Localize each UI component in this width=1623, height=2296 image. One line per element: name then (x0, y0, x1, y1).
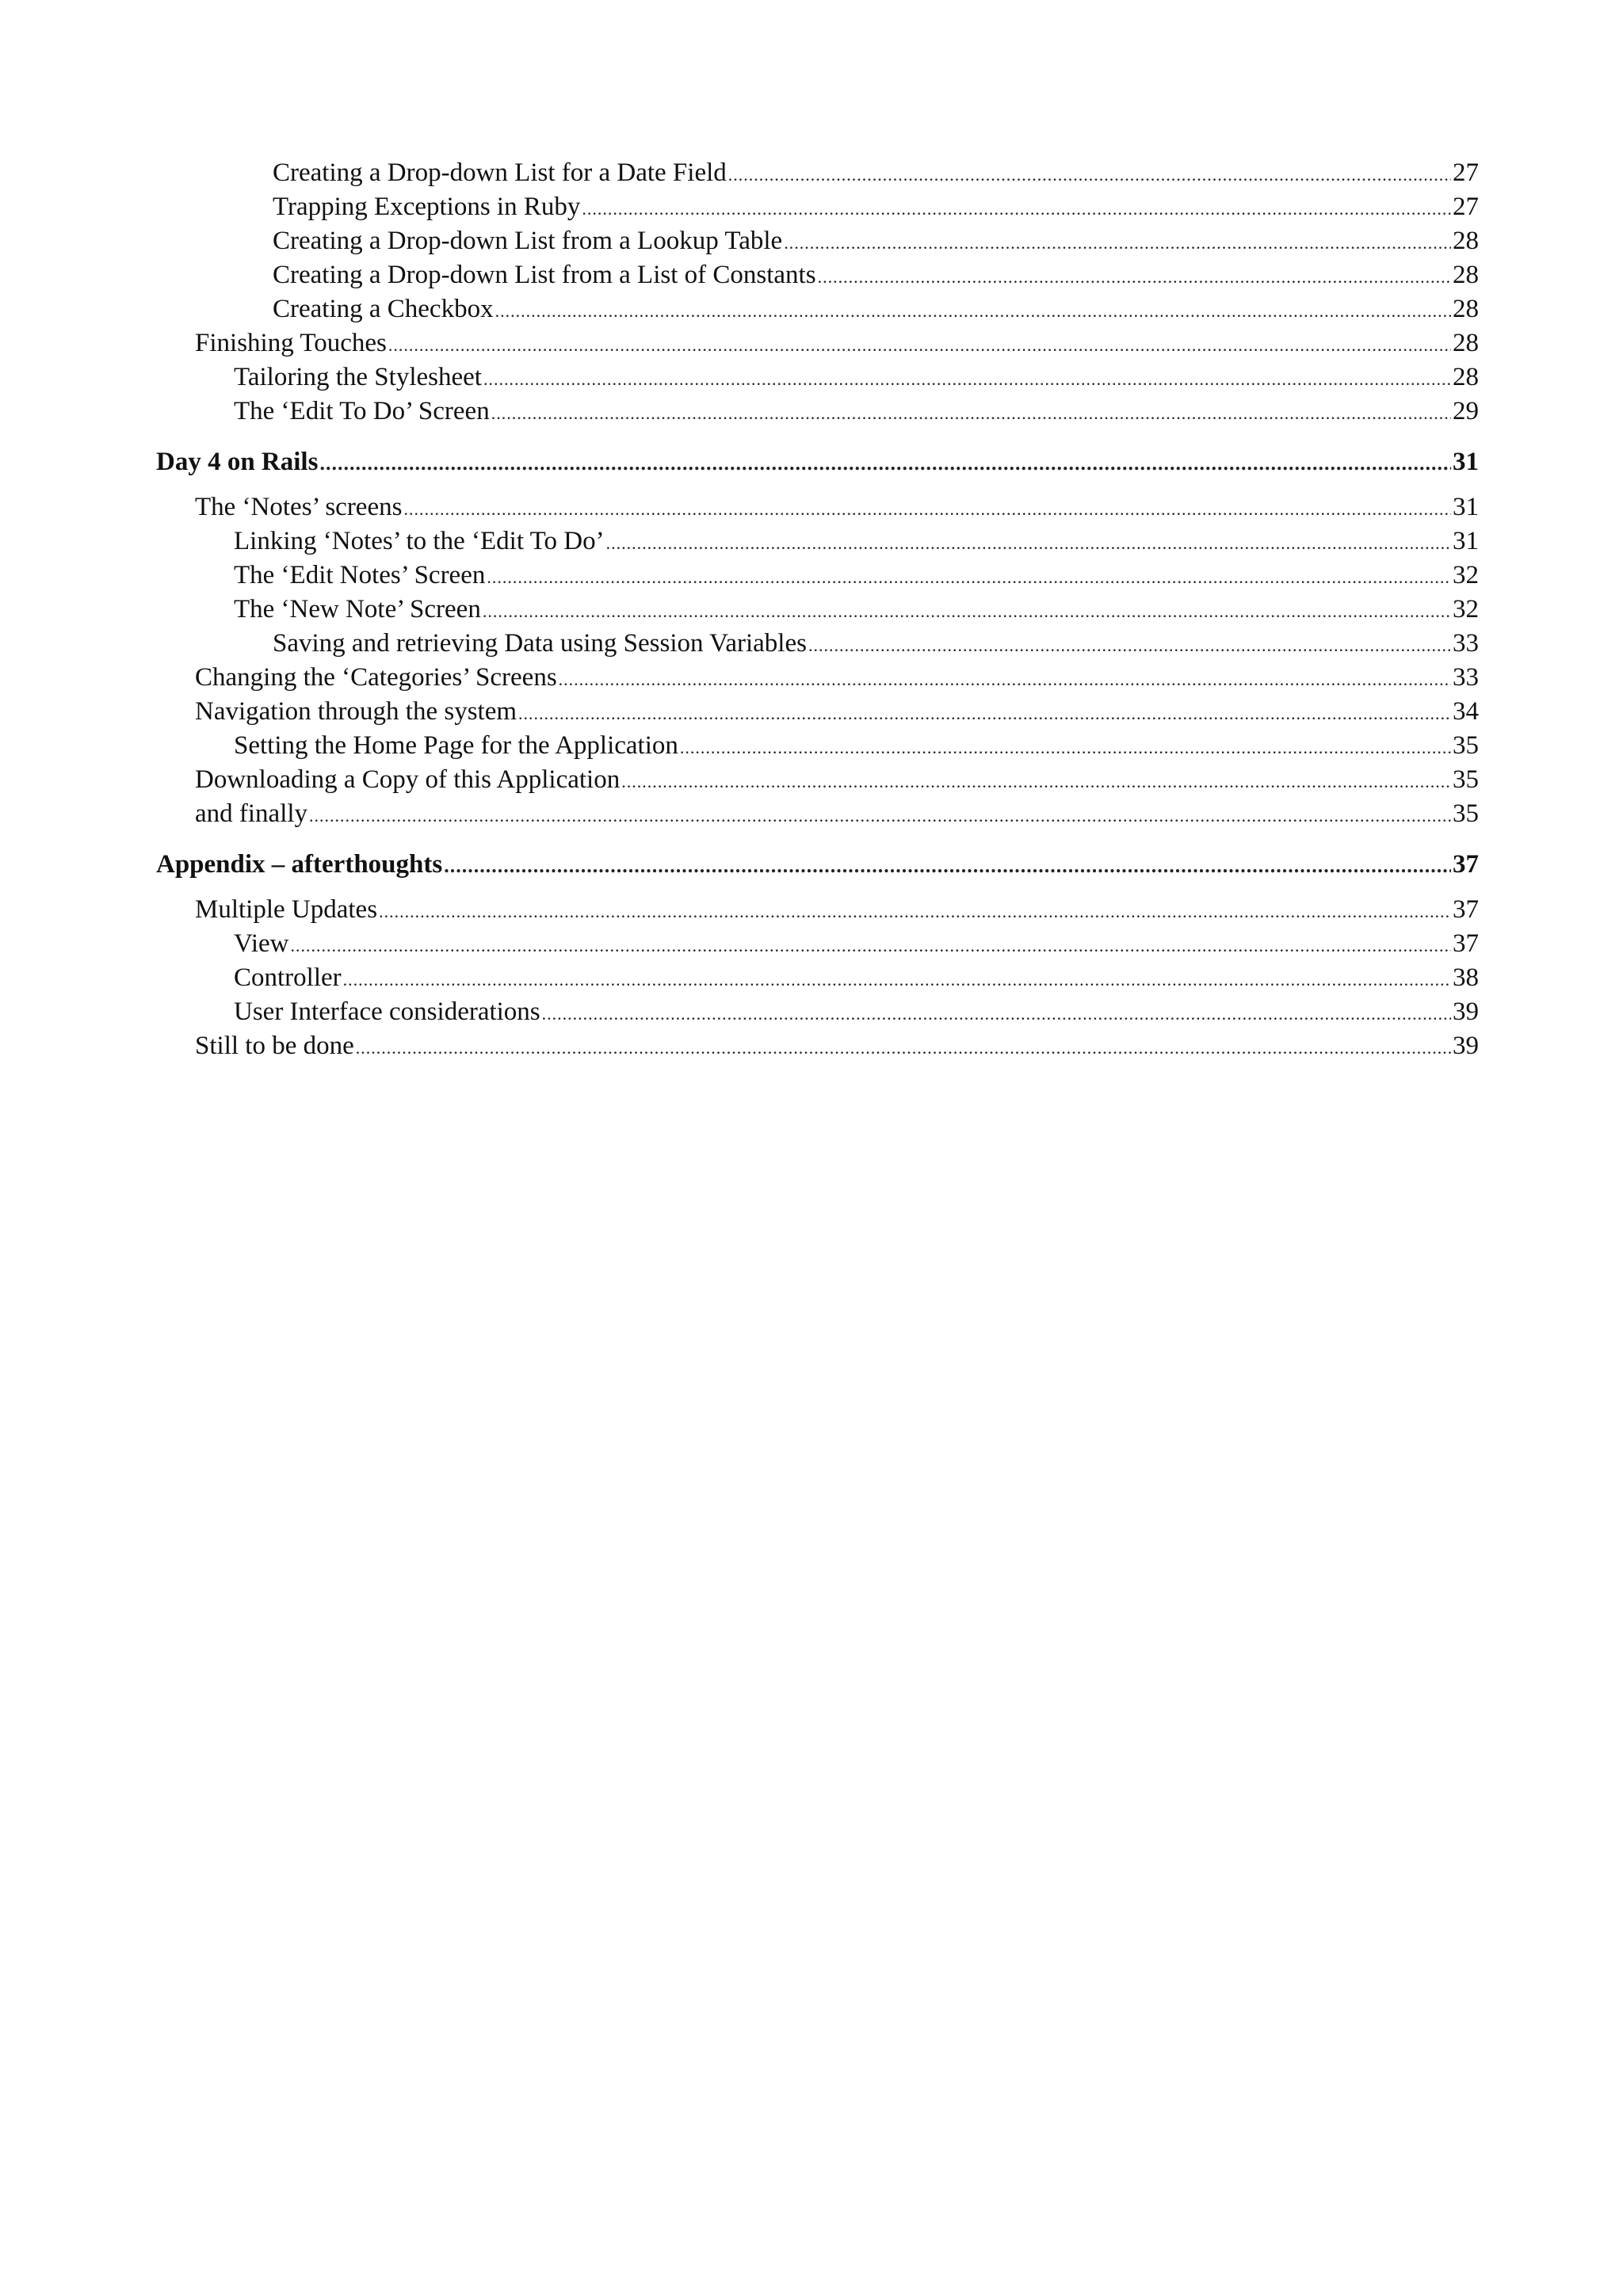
toc-entry-page: 27 (1453, 158, 1479, 187)
dot-leader (319, 443, 1451, 484)
toc-entry-page: 37 (1453, 895, 1479, 924)
toc-entry-title: Finishing Touches (195, 329, 387, 357)
toc-entry[interactable] (273, 258, 1479, 292)
toc-entry[interactable] (195, 326, 1479, 360)
toc-entry[interactable] (273, 224, 1479, 258)
toc-entry-title: The ‘Notes’ screens (195, 493, 403, 521)
toc-entry-title: Saving and retrieving Data using Session Variables (273, 629, 807, 658)
toc-entry-title: The ‘Edit Notes’ Screen (234, 561, 486, 589)
toc-entry-page: 33 (1453, 663, 1479, 692)
toc-entry[interactable] (195, 695, 1479, 729)
toc-entry[interactable] (195, 797, 1479, 831)
toc-chapter-title: Appendix – afterthoughts (156, 850, 443, 879)
dot-leader (487, 560, 1451, 594)
toc-entry-page: 28 (1453, 329, 1479, 357)
toc-entry-page: 33 (1453, 629, 1479, 658)
toc-entry-page: 28 (1453, 295, 1479, 323)
toc-entry-title: Creating a Drop-down List from a List of Constants (273, 261, 816, 289)
toc-chapter-page: 37 (1453, 850, 1479, 879)
toc-entry-title: The ‘New Note’ Screen (234, 595, 481, 624)
toc-entry[interactable] (195, 1029, 1479, 1063)
toc-entry[interactable] (273, 627, 1479, 661)
toc-entry-page: 31 (1453, 493, 1479, 521)
toc-entry-page: 37 (1453, 929, 1479, 958)
toc-entry-title: Multiple Updates (195, 895, 378, 924)
toc-entry-page: 32 (1453, 561, 1479, 589)
toc-entry-title: Creating a Drop-down List for a Date Field (273, 158, 727, 187)
toc-entry[interactable] (234, 593, 1479, 627)
toc-entry[interactable] (234, 927, 1479, 961)
toc-entry-title: The ‘Edit To Do’ Screen (234, 397, 490, 425)
toc-entry[interactable] (195, 763, 1479, 797)
dot-leader (680, 730, 1451, 765)
dot-leader (542, 997, 1451, 1031)
toc-entry-title: Downloading a Copy of this Application (195, 765, 621, 794)
dot-leader (818, 260, 1451, 294)
toc-entry-title: View (234, 929, 289, 958)
dot-leader (309, 799, 1451, 833)
toc-entry-title: User Interface considerations (234, 997, 540, 1026)
dot-leader (784, 226, 1451, 260)
dot-leader (388, 328, 1451, 362)
dot-leader (379, 894, 1451, 929)
dot-leader (343, 963, 1451, 997)
toc-entry[interactable] (234, 559, 1479, 593)
toc-entry-title: Tailoring the Stylesheet (234, 363, 482, 391)
dot-leader (495, 294, 1451, 328)
toc-entry-title: Setting the Home Page for the Application (234, 731, 678, 760)
toc-entry-title: and finally (195, 799, 308, 828)
toc-entry-page: 39 (1453, 1032, 1479, 1060)
toc-chapter-entry[interactable] (156, 441, 1479, 482)
toc-entry-title: Creating a Drop-down List from a Lookup Table (273, 227, 783, 255)
dot-leader (606, 526, 1451, 560)
toc-entry-page: 34 (1453, 697, 1479, 726)
toc-entry[interactable] (273, 156, 1479, 190)
toc-entry[interactable] (234, 995, 1479, 1029)
dot-leader (559, 662, 1451, 696)
toc-entry-title: Navigation through the system (195, 697, 517, 726)
toc-entry[interactable] (234, 395, 1479, 429)
toc-entry-title: Trapping Exceptions in Ruby (273, 193, 581, 221)
toc-entry-page: 32 (1453, 595, 1479, 624)
dot-leader (621, 765, 1451, 799)
toc-entry-page: 28 (1453, 363, 1479, 391)
toc-entry-page: 35 (1453, 765, 1479, 794)
toc-entry[interactable] (273, 292, 1479, 326)
dot-leader (808, 628, 1451, 662)
toc-entry-title: Changing the ‘Categories’ Screens (195, 663, 557, 692)
toc-entry[interactable] (195, 661, 1479, 695)
toc-entry-page: 38 (1453, 963, 1479, 992)
toc-entry-title: Still to be done (195, 1032, 354, 1060)
dot-leader (356, 1031, 1451, 1065)
toc-chapter-page: 31 (1453, 448, 1479, 476)
toc-chapter-entry[interactable] (156, 844, 1479, 885)
toc-entry-page: 28 (1453, 227, 1479, 255)
dot-leader (444, 845, 1451, 887)
dot-leader (491, 396, 1451, 430)
dot-leader (403, 492, 1451, 526)
toc-entry-title: Controller (234, 963, 342, 992)
table-of-contents (0, 156, 1623, 1063)
dot-leader (483, 594, 1451, 628)
toc-entry-page: 27 (1453, 193, 1479, 221)
toc-entry[interactable] (234, 961, 1479, 995)
toc-entry-page: 39 (1453, 997, 1479, 1026)
toc-entry-title: Linking ‘Notes’ to the ‘Edit To Do’ (234, 527, 605, 555)
toc-chapter-title: Day 4 on Rails (156, 448, 319, 476)
toc-entry-page: 28 (1453, 261, 1479, 289)
toc-entry[interactable] (195, 893, 1479, 927)
toc-entry[interactable] (234, 360, 1479, 395)
toc-entry-page: 31 (1453, 527, 1479, 555)
toc-entry-page: 35 (1453, 799, 1479, 828)
dot-leader (483, 362, 1451, 396)
toc-entry[interactable] (234, 524, 1479, 559)
toc-entry[interactable] (273, 190, 1479, 224)
dot-leader (291, 929, 1452, 963)
toc-entry[interactable] (195, 490, 1479, 524)
dot-leader (582, 192, 1451, 226)
toc-entry-page: 35 (1453, 731, 1479, 760)
dot-leader (728, 158, 1451, 192)
toc-entry[interactable] (234, 729, 1479, 763)
toc-entry-page: 29 (1453, 397, 1479, 425)
toc-entry-title: Creating a Checkbox (273, 295, 494, 323)
dot-leader (518, 696, 1451, 730)
